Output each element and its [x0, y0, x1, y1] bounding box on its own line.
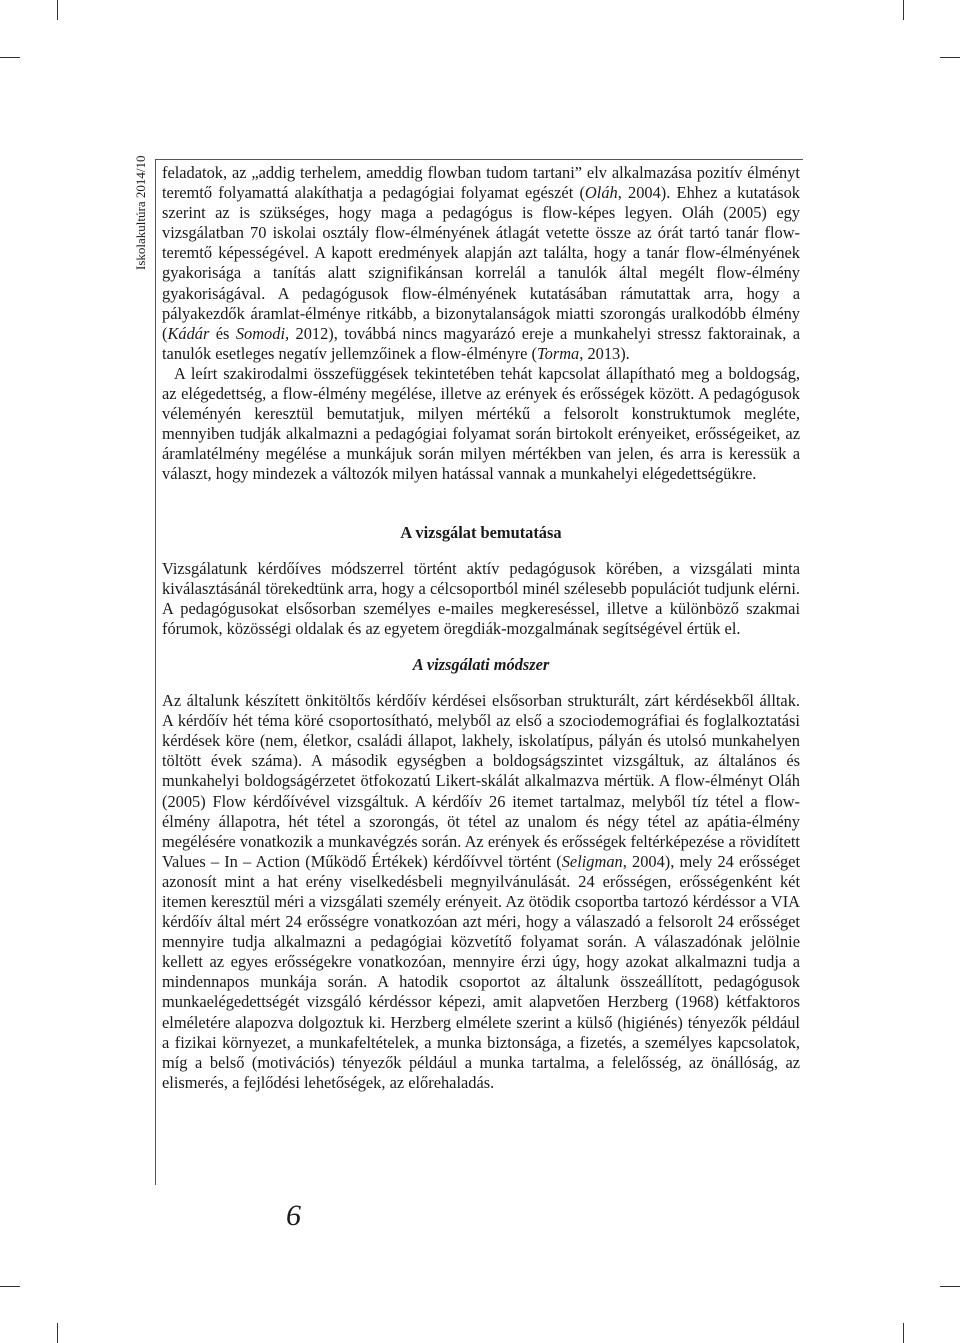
crop-mark-top-left — [57, 0, 58, 20]
subsection-heading: A vizsgálati módszer — [412, 654, 550, 674]
header-rule — [155, 159, 803, 160]
crop-mark-top-right — [903, 0, 904, 20]
journal-side-label — [131, 155, 151, 270]
paragraph-4: Az általunk készített önkitöltős kérdőív kérdései elsősorban strukturált, zárt kérdésekből álltak. A kérdőív hét téma köré csoportosítható, melyből az első a szociodemográfiai és foglalkoztatási kérdések köre (nem, életkor, családi állapot, lakhely, iskolatípus, pályán és utolsó munkahelyen töltött évek száma). A második egységben a boldogságszintet vizsgáltuk, az általános és munkahelyi boldogságérzetet ötfokozatú Likert-skálát alkalmazva mértük. A flow-élményt Oláh (2005) Flow kérdőívével vizsgáltuk. A kérdőív 26 itemet tartalmaz, melyből tíz tétel a flow-élmény állapotra, hét tétel a szorongás, öt tétel az unalom és négy tétel az apátia-élmény megélésére vonatkozik a munkavégzés során. Az erények és erősségek feltérképezése a rövidített Values – In – Action (Működő Értékek) kérdőívvel történt (Seligman, 2004), mely 24 erősséget azonosít mint a hat erény viselkedésbeli megnyilvánulását. 24 erősségen, erősségenként két itemen keresztül méri a vizsgálati személy erényeit. Az ötödik csoportba tartozó kérdéssor a VIA kérdőív által mért 24 erősségre vonatkozóan azt méri, hogy a válaszadó a felsorolt 24 erősséget mennyire tudja alkalmazni a pedagógiai közvetítő folyamat során. A válaszadónak jelölnie kellett az egyes erősségekre vonatkozóan, mennyire érzi úgy, hogy azokat alkalmazni tudja a mindennapos munkája során. A hatodik csoportot az általunk összeállított, pedagógusok munkaelégedettségét vizsgáló kérdéssor képezi, amit alapvetően Herzberg (1968) kétfaktoros elméletére alapozva dolgoztuk ki. Herzberg elmélete szerint a külső (higiénés) tényezők például a fizikai környezet, a munkafeltételek, a munka biztonsága, a fizetés, a személyes kapcsolatok, míg a belső (motivációs) tényezők például a munka tartalma, a felelősség, az önállóság, az elismerés, a fejlődési lehetőségek, az előrehaladás. — [162, 691, 801, 1092]
section-heading: A vizsgálat bemutatása — [400, 522, 562, 542]
crop-mark-right-upper — [940, 57, 960, 58]
crop-mark-left-lower — [0, 1286, 20, 1287]
margin-rule — [155, 159, 156, 1185]
paragraph-1: feladatok, az „addig terhelem, ameddig flowban tudom tartani” elv alkalmazása pozitív élményt teremtő folyamattá alakíthatja a pedagógiai folyamat egészét (Oláh, 2004). Ehhez a kutatások szerint az is szükséges, hogy maga a pedagógus is flow-képes legyen. Oláh (2005) egy vizsgálatban 70 iskolai osztály flow-élményének átlagát vetette össze az órát tartó tanár flow-teremtő képességével. A kapott eredmények alapján azt találta, hogy a tanár flow-élményének gyakorisága a tanítás alatt szignifikánsan korrelál a tanulók által megélt flow-élmény gyakoriságával. A pedagógusok flow-élményének kutatásában rámutattak arra, hogy a pályakezdők áramlat-élménye ritkább, a bizonytalanságok miatti szorongás uralkodóbb élmény (Kádár és Somodi, 2012), továbbá nincs magyarázó ereje a munkahelyi stressz faktorainak, a tanulók esetleges negatív jellemzőinek a flow-élményre (Torma, 2013). — [162, 163, 800, 363]
article-body — [162, 163, 800, 1093]
paragraph-2: A leírt szakirodalmi összefüggések tekintetében tehát kapcsolat állapítható meg a boldogság, az elégedettség, a flow-élmény megélése, illetve az erények és erősségek között. A pedagógusok véleményén keresztül bemutatjuk, milyen mértékű a felsorolt konstruktumok megléte, mennyiben tudják alkalmazni a pedagógiai folyamat során birtokolt erényeiket, erősségeiket, az áramlatélmény megélése a munkájuk során milyen mértékben van jelen, és arra is keressük a választ, hogy mindezek a változók milyen hatással vannak a munkahelyi elégedettségükre. — [162, 363, 800, 484]
crop-mark-bottom-right — [903, 1323, 904, 1343]
paragraph-3: Vizsgálatunk kérdőíves módszerrel történt aktív pedagógusok körében, a vizsgálati minta kiválasztásánál törekedtünk arra, hogy a célcsoportból minél szélesebb populációt tudjunk elérni. A pedagógusokat elsősorban személyes e-mailes megkereséssel, illetve a különböző szakmai fórumok, közösségi oldalak és az egyetem öregdiák-mozgalmának segítségével értük el. — [162, 558, 800, 638]
crop-mark-right-lower — [940, 1286, 960, 1287]
crop-mark-left-upper — [0, 57, 20, 58]
page-number: 6 — [286, 1199, 301, 1232]
journal-label-text: Iskolakultúra 2014/10 — [133, 155, 148, 270]
crop-mark-bottom-left — [57, 1323, 58, 1343]
